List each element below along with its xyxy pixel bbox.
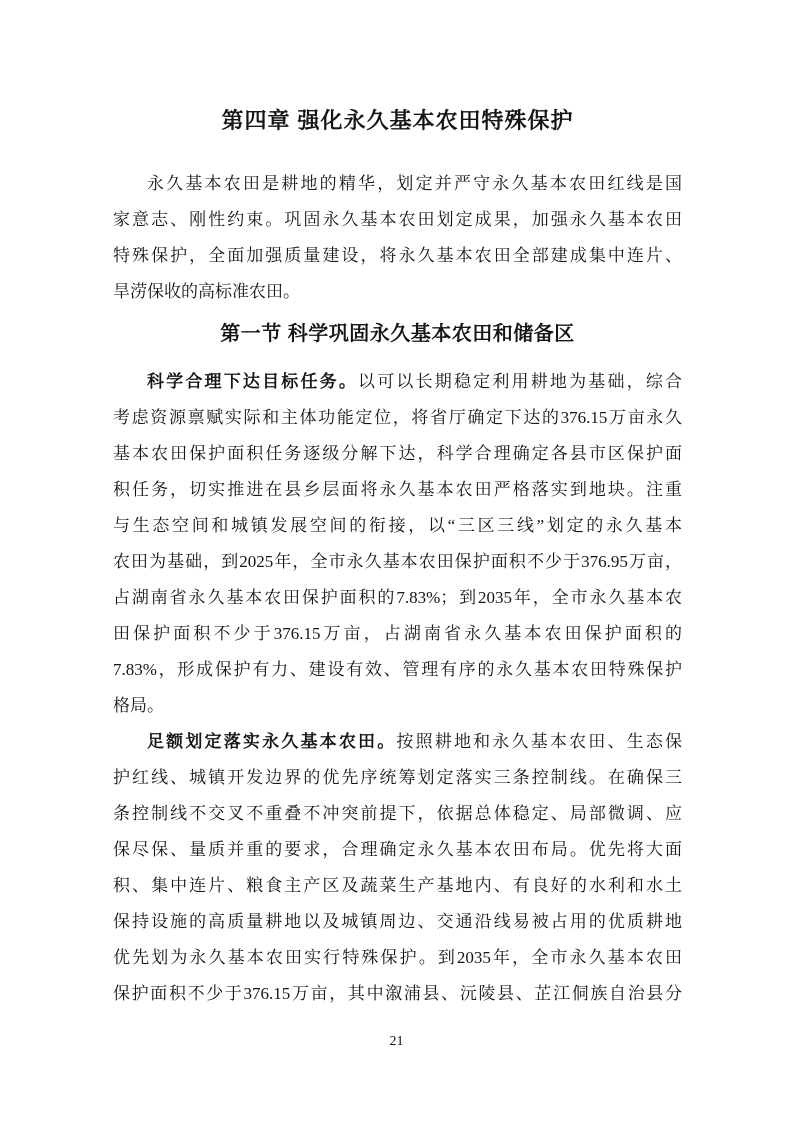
paragraph-lead-rest: 以可以长期稳定利用耕地为基础，综合 (358, 372, 682, 391)
text-line: 条控制线不交叉不重叠不冲突前提下，依据总体稳定、局部微调、应 (113, 804, 682, 823)
paragraph-targets (113, 364, 682, 724)
text-line: 优先划为永久基本农田实行特殊保护。到2035年，全市永久基本农田 (113, 948, 682, 967)
text-line (113, 364, 682, 400)
text-line: 考虑资源禀赋实际和主体功能定位，将省厅确定下达的376.15万亩永久 (113, 408, 682, 427)
paragraph-lead: 足额划定落实永久基本农田。 (147, 732, 397, 751)
text-line: 田保护面积不少于376.15万亩，占湖南省永久基本农田保护面积的 (113, 624, 682, 643)
text-line: 积、集中连片、粮食主产区及蔬菜生产基地内、有良好的水利和水土 (113, 876, 682, 895)
section-title: 第一节 科学巩固永久基本农田和储备区 (220, 323, 575, 345)
text-line: 与生态空间和城镇发展空间的衔接，以“三区三线”划定的永久基本 (113, 516, 682, 535)
text-line: 护红线、城镇开发边界的优先序统筹划定落实三条控制线。在确保三 (113, 768, 682, 787)
paragraph-lead: 科学合理下达目标任务。 (147, 372, 359, 391)
text-line: 积任务，切实推进在县乡层面将永久基本农田严格落实到地块。注重 (113, 480, 682, 499)
paragraph-lead-rest: 按照耕地和永久基本农田、生态保 (396, 732, 682, 751)
text-line: 农田为基础，到2025年，全市永久基本农田保护面积不少于376.95万亩， (113, 552, 682, 571)
text-line: 旱涝保收的高标准农田。 (113, 282, 300, 301)
page-number: 21 (389, 1034, 404, 1049)
text-line: 保护面积不少于376.15万亩，其中溆浦县、沅陵县、芷江侗族自治县分 (113, 984, 682, 1003)
paragraph-intro (113, 166, 682, 310)
text-line: 基本农田保护面积任务逐级分解下达，科学合理确定各县市区保护面 (113, 444, 682, 463)
text-line: 占湖南省永久基本农田保护面积的7.83%；到2035年，全市永久基本农 (113, 588, 682, 607)
text-line: 7.83%，形成保护有力、建设有效、管理有序的永久基本农田特殊保护 (113, 660, 682, 679)
text-line: 格局。 (113, 696, 164, 715)
text-line: 家意志、刚性约束。巩固永久基本农田划定成果，加强永久基本农田 (113, 210, 682, 229)
text-line (113, 724, 682, 760)
text-line: 特殊保护，全面加强质量建设，将永久基本农田全部建成集中连片、 (113, 246, 682, 265)
text-line: 保持设施的高质量耕地以及城镇周边、交通沿线易被占用的优质耕地 (113, 912, 682, 931)
text-line: 保尽保、量质并重的要求，合理确定永久基本农田布局。优先将大面 (113, 840, 682, 859)
chapter-title: 第四章 强化永久基本农田特殊保护 (221, 108, 574, 133)
text-line: 永久基本农田是耕地的精华，划定并严守永久基本农田红线是国 (147, 174, 682, 193)
paragraph-delineation (113, 724, 682, 1012)
